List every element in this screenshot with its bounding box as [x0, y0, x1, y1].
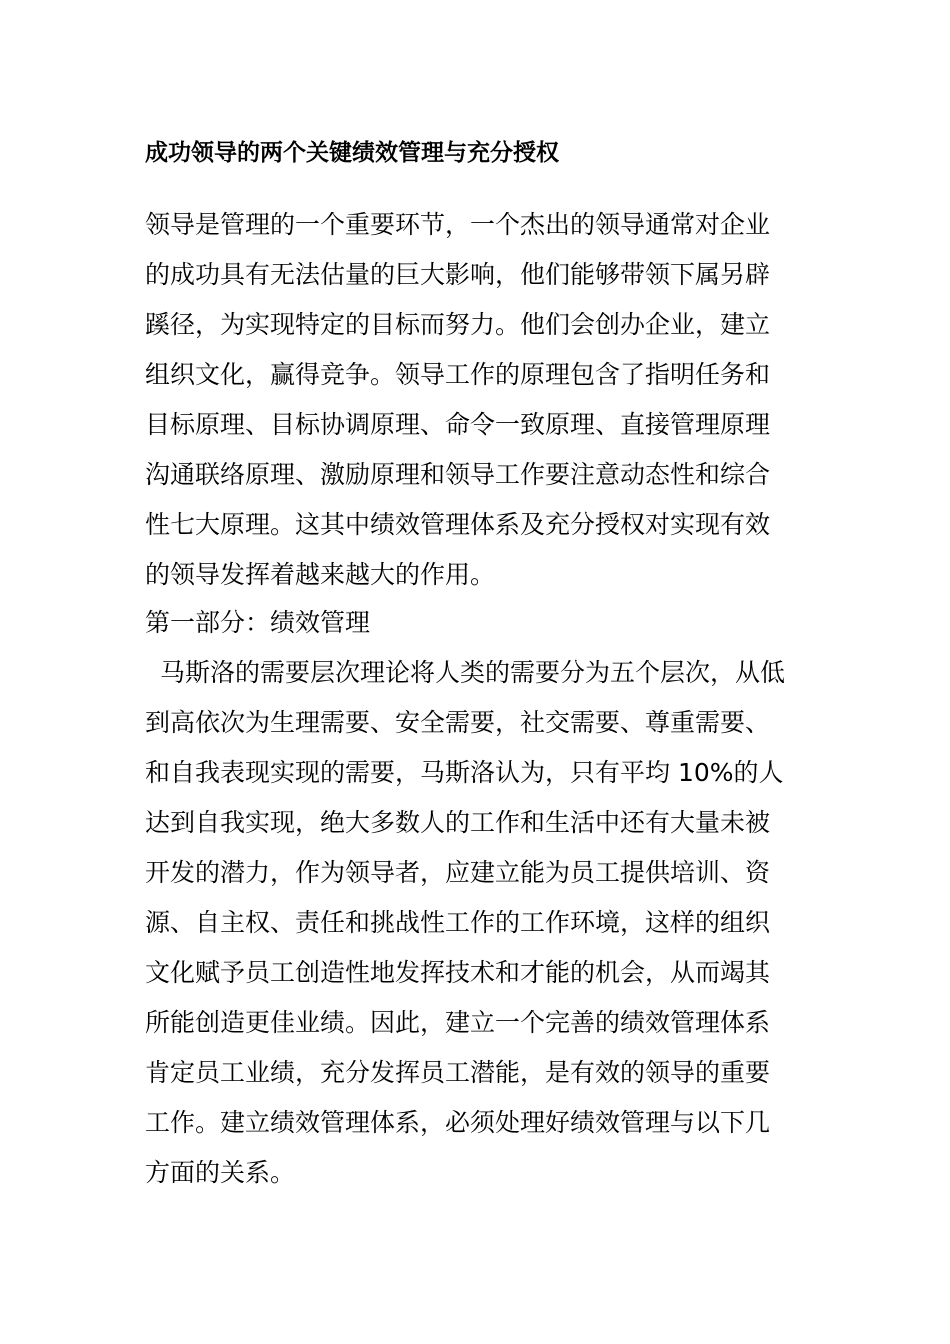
paragraph-1-line-5: 目标原理、目标协调原理、命令一致原理、直接管理原理 — [145, 410, 771, 439]
paragraph-2-line-1: 马斯洛的需要层次理论将人类的需要分为五个层次，从低 — [160, 658, 786, 687]
paragraph-1-line-2: 的成功具有无法估量的巨大影响，他们能够带领下属另辟 — [145, 260, 771, 289]
paragraph-2-line-5: 开发的潜力，作为领导者，应建立能为员工提供培训、资 — [145, 858, 771, 887]
paragraph-2-line-3: 和自我表现实现的需要，马斯洛认为，只有平均 10%的人 — [145, 758, 784, 787]
paragraph-1-line-3: 蹊径，为实现特定的目标而努力。他们会创办企业，建立 — [145, 310, 771, 339]
paragraph-2-line-4: 达到自我实现，绝大多数人的工作和生活中还有大量未被 — [145, 808, 771, 837]
paragraph-2-line-8: 所能创造更佳业绩。因此，建立一个完善的绩效管理体系 — [145, 1008, 771, 1037]
paragraph-1-line-8: 的领导发挥着越来越大的作用。 — [145, 560, 496, 589]
paragraph-2-line-7: 文化赋予员工创造性地发挥技术和才能的机会，从而竭其 — [145, 958, 771, 987]
paragraph-1-line-7: 性七大原理。这其中绩效管理体系及充分授权对实现有效 — [145, 510, 771, 539]
paragraph-2-line-2: 到高依次为生理需要、安全需要，社交需要、尊重需要、 — [145, 708, 771, 737]
paragraph-1-line-1: 领导是管理的一个重要环节，一个杰出的领导通常对企业 — [145, 210, 771, 239]
paragraph-1-line-6: 沟通联络原理、激励原理和领导工作要注意动态性和综合 — [145, 460, 771, 489]
document-title: 成功领导的两个关键绩效管理与充分授权 — [145, 140, 559, 166]
section-heading: 第一部分：绩效管理 — [145, 608, 371, 637]
paragraph-1-line-4: 组织文化，赢得竞争。领导工作的原理包含了指明任务和 — [145, 360, 771, 389]
paragraph-2-line-6: 源、自主权、责任和挑战性工作的工作环境，这样的组织 — [145, 908, 771, 937]
paragraph-2-line-9: 肯定员工业绩，充分发挥员工潜能，是有效的领导的重要 — [145, 1058, 771, 1087]
paragraph-2-line-11: 方面的关系。 — [145, 1158, 296, 1187]
paragraph-2-line-10: 工作。建立绩效管理体系，必须处理好绩效管理与以下几 — [145, 1108, 771, 1137]
